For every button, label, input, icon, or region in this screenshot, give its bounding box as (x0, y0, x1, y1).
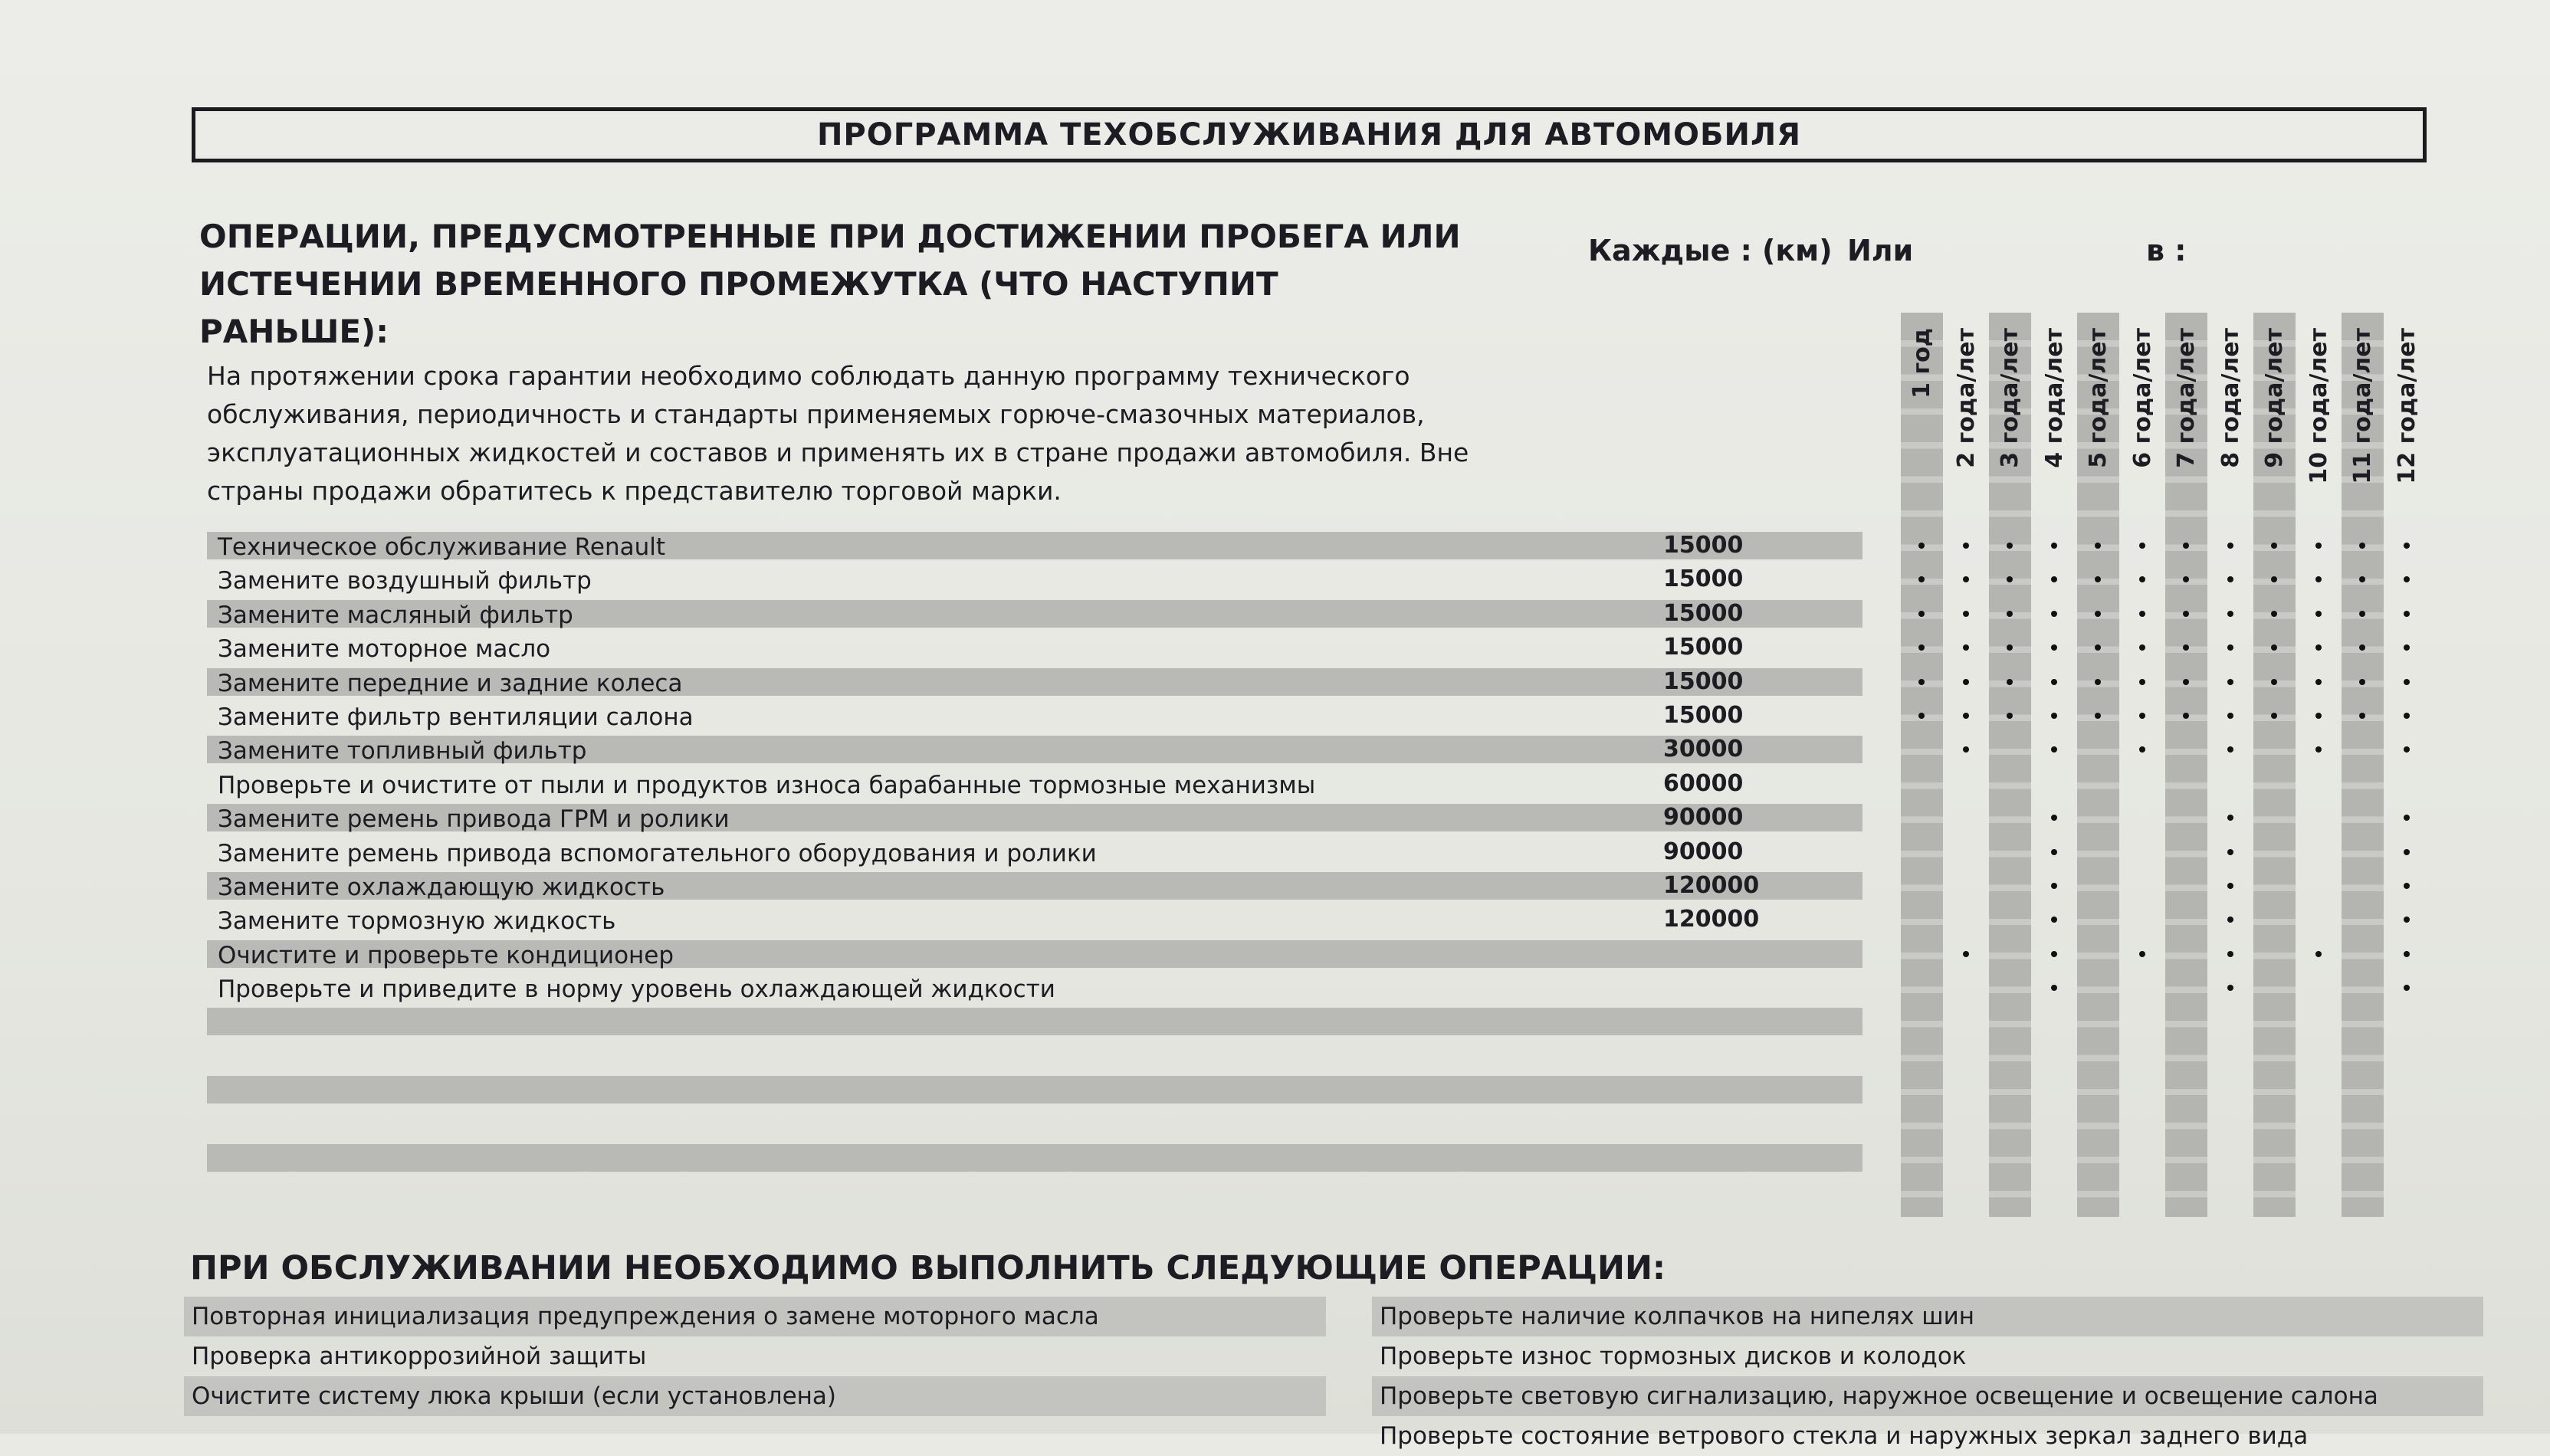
operations-heading-line1: ОПЕРАЦИИ, ПРЕДУСМОТРЕННЫЕ ПРИ ДОСТИЖЕНИИ ПРОБЕГА ИЛИ (199, 218, 1461, 255)
operation-name: Замените воздушный фильтр (218, 567, 592, 595)
schedule-dot (2359, 713, 2365, 719)
table-row (207, 665, 1862, 699)
service-list-right (1372, 1297, 2483, 1456)
schedule-dot (2139, 746, 2145, 753)
intro-line: На протяжении срока гарантии необходимо соблюдать данную программу технического (207, 361, 1410, 391)
operation-name: Замените топливный фильтр (218, 737, 587, 766)
table-row (207, 971, 1862, 1005)
service-item: Очистите систему люка крыши (если установлена) (184, 1376, 1326, 1416)
period-column (1901, 313, 1943, 1217)
schedule-dot (2183, 713, 2189, 719)
period-column (2253, 313, 2296, 1217)
intro-line: обслуживания, периодичность и стандарты применяемых горюче-смазочных материалов, (207, 399, 1425, 429)
schedule-dot (1963, 576, 1969, 582)
period-header (2342, 328, 2384, 504)
operation-km: 90000 (1663, 838, 1744, 865)
period-column (2342, 313, 2384, 1217)
period-header (1989, 328, 2031, 504)
every-km-label: Каждые : (км) (1588, 234, 1833, 267)
schedule-dot (2139, 611, 2145, 617)
schedule-dot (2227, 644, 2233, 651)
row-band (207, 1076, 1862, 1103)
schedule-dot (2404, 611, 2410, 617)
table-row (207, 1005, 1862, 1038)
schedule-dot (2404, 644, 2410, 651)
period-column (2298, 313, 2340, 1217)
period-grid (1901, 313, 2430, 1217)
schedule-dot (2051, 713, 2057, 719)
schedule-dot (2139, 951, 2145, 957)
schedule-dot (2051, 679, 2057, 685)
in-label: в : (2146, 234, 2187, 267)
table-row (207, 903, 1862, 936)
period-label: 6 года/лет (2128, 328, 2156, 468)
schedule-dot (2183, 611, 2189, 617)
document-title (192, 107, 2427, 162)
schedule-dot (2271, 543, 2277, 549)
schedule-dot (1918, 713, 1925, 719)
schedule-dot (2404, 883, 2410, 889)
operation-name: Замените ремень привода вспомогательного оборудования и ролики (218, 839, 1097, 867)
row-band (207, 1144, 1862, 1172)
period-header (2033, 328, 2076, 504)
period-label: 3 года/лет (1997, 328, 2023, 468)
schedule-dot (2227, 951, 2233, 957)
period-column (2122, 313, 2164, 1217)
schedule-dot (2359, 611, 2365, 617)
operation-name: Замените фильтр вентиляции салона (218, 703, 694, 731)
schedule-dot (2227, 883, 2233, 889)
schedule-dot (2404, 917, 2410, 923)
operation-km: 15000 (1663, 599, 1744, 627)
schedule-dot (2315, 611, 2322, 617)
schedule-dot (2404, 713, 2410, 719)
schedule-dot (2271, 713, 2277, 719)
operation-km: 120000 (1663, 906, 1760, 933)
period-label: 2 года/лет (1952, 328, 1980, 468)
schedule-dot (2227, 985, 2233, 991)
operation-km: 60000 (1663, 769, 1744, 797)
period-header (2122, 328, 2164, 504)
service-item: Проверьте состояние ветрового стекла и наружных зеркал заднего вида (1380, 1422, 2309, 1450)
schedule-dot (2007, 543, 2013, 549)
operation-name: Техническое обслуживание Renault (218, 533, 666, 561)
table-row (207, 631, 1862, 664)
period-column (2386, 313, 2428, 1217)
schedule-dot (2315, 679, 2322, 685)
schedule-dot (2404, 543, 2410, 549)
operation-name: Замените охлаждающую жидкость (218, 873, 665, 901)
schedule-dot (2227, 713, 2233, 719)
schedule-dot (2051, 543, 2057, 549)
operation-name: Замените ремень привода ГРМ и ролики (218, 805, 730, 834)
intro-line: эксплуатационных жидкостей и составов и применять их в стране продажи автомобиля. Вне (207, 438, 1469, 467)
service-list-left (184, 1297, 1326, 1416)
table-row (207, 835, 1862, 869)
schedule-dot (2404, 576, 2410, 582)
table-row (207, 801, 1862, 835)
period-header (2077, 328, 2119, 504)
period-column (2033, 313, 2076, 1217)
table-row (207, 1107, 1862, 1141)
schedule-dot (2271, 611, 2277, 617)
schedule-dot (2051, 815, 2057, 821)
period-label: 9 года/лет (2261, 328, 2288, 468)
operation-name: Замените тормозную жидкость (218, 907, 616, 936)
schedule-dot (2404, 951, 2410, 957)
schedule-dot (1963, 713, 1969, 719)
schedule-dot (2315, 713, 2322, 719)
period-column (2165, 313, 2207, 1217)
operation-name: Проверьте и приведите в норму уровень охлаждающей жидкости (218, 976, 1055, 1004)
period-header (2253, 328, 2296, 504)
table-row (207, 733, 1862, 766)
operations-heading-line2: ИСТЕЧЕНИИ ВРЕМЕННОГО ПРОМЕЖУТКА (ЧТО НАСТУПИТ РАНЬШЕ): (199, 265, 1278, 350)
period-header (2386, 328, 2428, 504)
operation-km: 15000 (1663, 634, 1744, 661)
schedule-dot (2227, 815, 2233, 821)
table-row (207, 869, 1862, 903)
operation-name: Замените передние и задние колеса (218, 669, 683, 697)
schedule-dot (2095, 713, 2101, 719)
schedule-dot (2359, 679, 2365, 685)
period-label: 10 года/лет (2305, 328, 2332, 484)
schedule-dot (2051, 746, 2057, 753)
schedule-dot (2227, 917, 2233, 923)
table-row (207, 767, 1862, 801)
table-row (207, 1039, 1862, 1073)
schedule-dot (2404, 849, 2410, 855)
period-label: 5 года/лет (2085, 328, 2112, 468)
or-label: Или (1847, 234, 1914, 267)
schedule-dot (2139, 713, 2145, 719)
schedule-dot (2139, 576, 2145, 582)
schedule-dot (2271, 679, 2277, 685)
period-header (1901, 328, 1943, 504)
operation-name: Замените моторное масло (218, 635, 551, 664)
period-label: 1 год (1908, 328, 1935, 398)
schedule-dot (2007, 713, 2013, 719)
period-label: 11 года/лет (2349, 328, 2376, 484)
period-label: 12 года/лет (2393, 328, 2420, 484)
period-header (2298, 328, 2340, 504)
schedule-dot (2227, 849, 2233, 855)
schedule-dot (2139, 679, 2145, 685)
row-band (207, 1110, 1862, 1138)
schedule-dot (2227, 746, 2233, 753)
table-row (207, 562, 1862, 596)
service-item: Повторная инициализация предупреждения о замене моторного масла (184, 1297, 1326, 1336)
period-column (2077, 313, 2119, 1217)
period-column (2210, 313, 2252, 1217)
schedule-dot (2095, 611, 2101, 617)
schedule-dot (2183, 679, 2189, 685)
schedule-dot (2007, 679, 2013, 685)
operations-table (207, 529, 1862, 1175)
operation-km: 15000 (1663, 532, 1744, 559)
schedule-dot (1963, 611, 1969, 617)
period-label: 8 года/лет (2217, 328, 2244, 468)
table-row (207, 699, 1862, 733)
schedule-dot (2051, 611, 2057, 617)
intro-line: страны продажи обратитесь к представителю торговой марки. (207, 476, 1062, 506)
operation-km: 15000 (1663, 701, 1744, 729)
table-row (207, 937, 1862, 971)
operation-name: Замените масляный фильтр (218, 601, 573, 629)
schedule-dot (2051, 644, 2057, 651)
schedule-dot (1963, 644, 1969, 651)
period-column (1945, 313, 1987, 1217)
table-row (207, 1073, 1862, 1107)
schedule-dot (2227, 611, 2233, 617)
schedule-dot (2051, 576, 2057, 582)
schedule-dot (1963, 951, 1969, 957)
schedule-dot (2315, 576, 2322, 582)
period-header (2165, 328, 2207, 504)
schedule-dot (2359, 543, 2365, 549)
schedule-dot (2315, 644, 2322, 651)
operations-heading (199, 213, 1464, 356)
schedule-dot (1918, 543, 1925, 549)
row-band (207, 1008, 1862, 1035)
schedule-dot (2227, 576, 2233, 582)
schedule-dot (2051, 883, 2057, 889)
schedule-dot (2183, 543, 2189, 549)
schedule-dot (2095, 543, 2101, 549)
operation-km: 15000 (1663, 566, 1744, 593)
schedule-dot (2007, 611, 2013, 617)
schedule-dot (1963, 746, 1969, 753)
schedule-dot (2315, 951, 2322, 957)
service-item: Проверьте износ тормозных дисков и колодок (1380, 1343, 1967, 1370)
service-item: Проверьте наличие колпачков на нипелях шин (1372, 1297, 2483, 1336)
operation-km: 15000 (1663, 667, 1744, 695)
schedule-dot (1918, 679, 1925, 685)
period-label: 7 года/лет (2173, 328, 2200, 468)
schedule-dot (2139, 543, 2145, 549)
schedule-dot (1963, 679, 1969, 685)
intro-paragraph (207, 357, 1571, 510)
operation-km: 30000 (1663, 736, 1744, 763)
period-column (1989, 313, 2031, 1217)
schedule-dot (2315, 543, 2322, 549)
row-band (207, 1042, 1862, 1070)
schedule-dot (2404, 746, 2410, 753)
operation-name: Очистите и проверьте кондиционер (218, 941, 674, 969)
schedule-dot (2139, 644, 2145, 651)
period-header (1945, 328, 1987, 504)
service-heading: ПРИ ОБСЛУЖИВАНИИ НЕОБХОДИМО ВЫПОЛНИТЬ СЛЕДУЮЩИЕ ОПЕРАЦИИ: (190, 1249, 1666, 1287)
schedule-dot (2227, 543, 2233, 549)
operation-name: Проверьте и очистите от пыли и продуктов износа барабанные тормозные механизмы (218, 771, 1316, 799)
operation-km: 120000 (1663, 871, 1760, 899)
schedule-dot (2315, 746, 2322, 753)
table-row (207, 1141, 1862, 1175)
schedule-dot (2404, 679, 2410, 685)
schedule-dot (2051, 985, 2057, 991)
table-row (207, 529, 1862, 562)
table-row (207, 597, 1862, 631)
schedule-dot (2404, 815, 2410, 821)
schedule-dot (2227, 679, 2233, 685)
schedule-dot (1918, 611, 1925, 617)
operation-km: 90000 (1663, 804, 1744, 831)
document-title-text: ПРОГРАММА ТЕХОБСЛУЖИВАНИЯ ДЛЯ АВТОМОБИЛЯ (816, 117, 1802, 152)
schedule-dot (2095, 679, 2101, 685)
period-label: 4 года/лет (2040, 328, 2068, 468)
schedule-dot (2051, 849, 2057, 855)
schedule-dot (2051, 951, 2057, 957)
schedule-dot (2404, 985, 2410, 991)
schedule-dot (1963, 543, 1969, 549)
service-item: Проверьте световую сигнализацию, наружное освещение и освещение салона (1372, 1376, 2483, 1416)
schedule-dot (2051, 917, 2057, 923)
service-item: Проверка антикоррозийной защиты (192, 1343, 647, 1370)
period-header (2210, 328, 2252, 504)
